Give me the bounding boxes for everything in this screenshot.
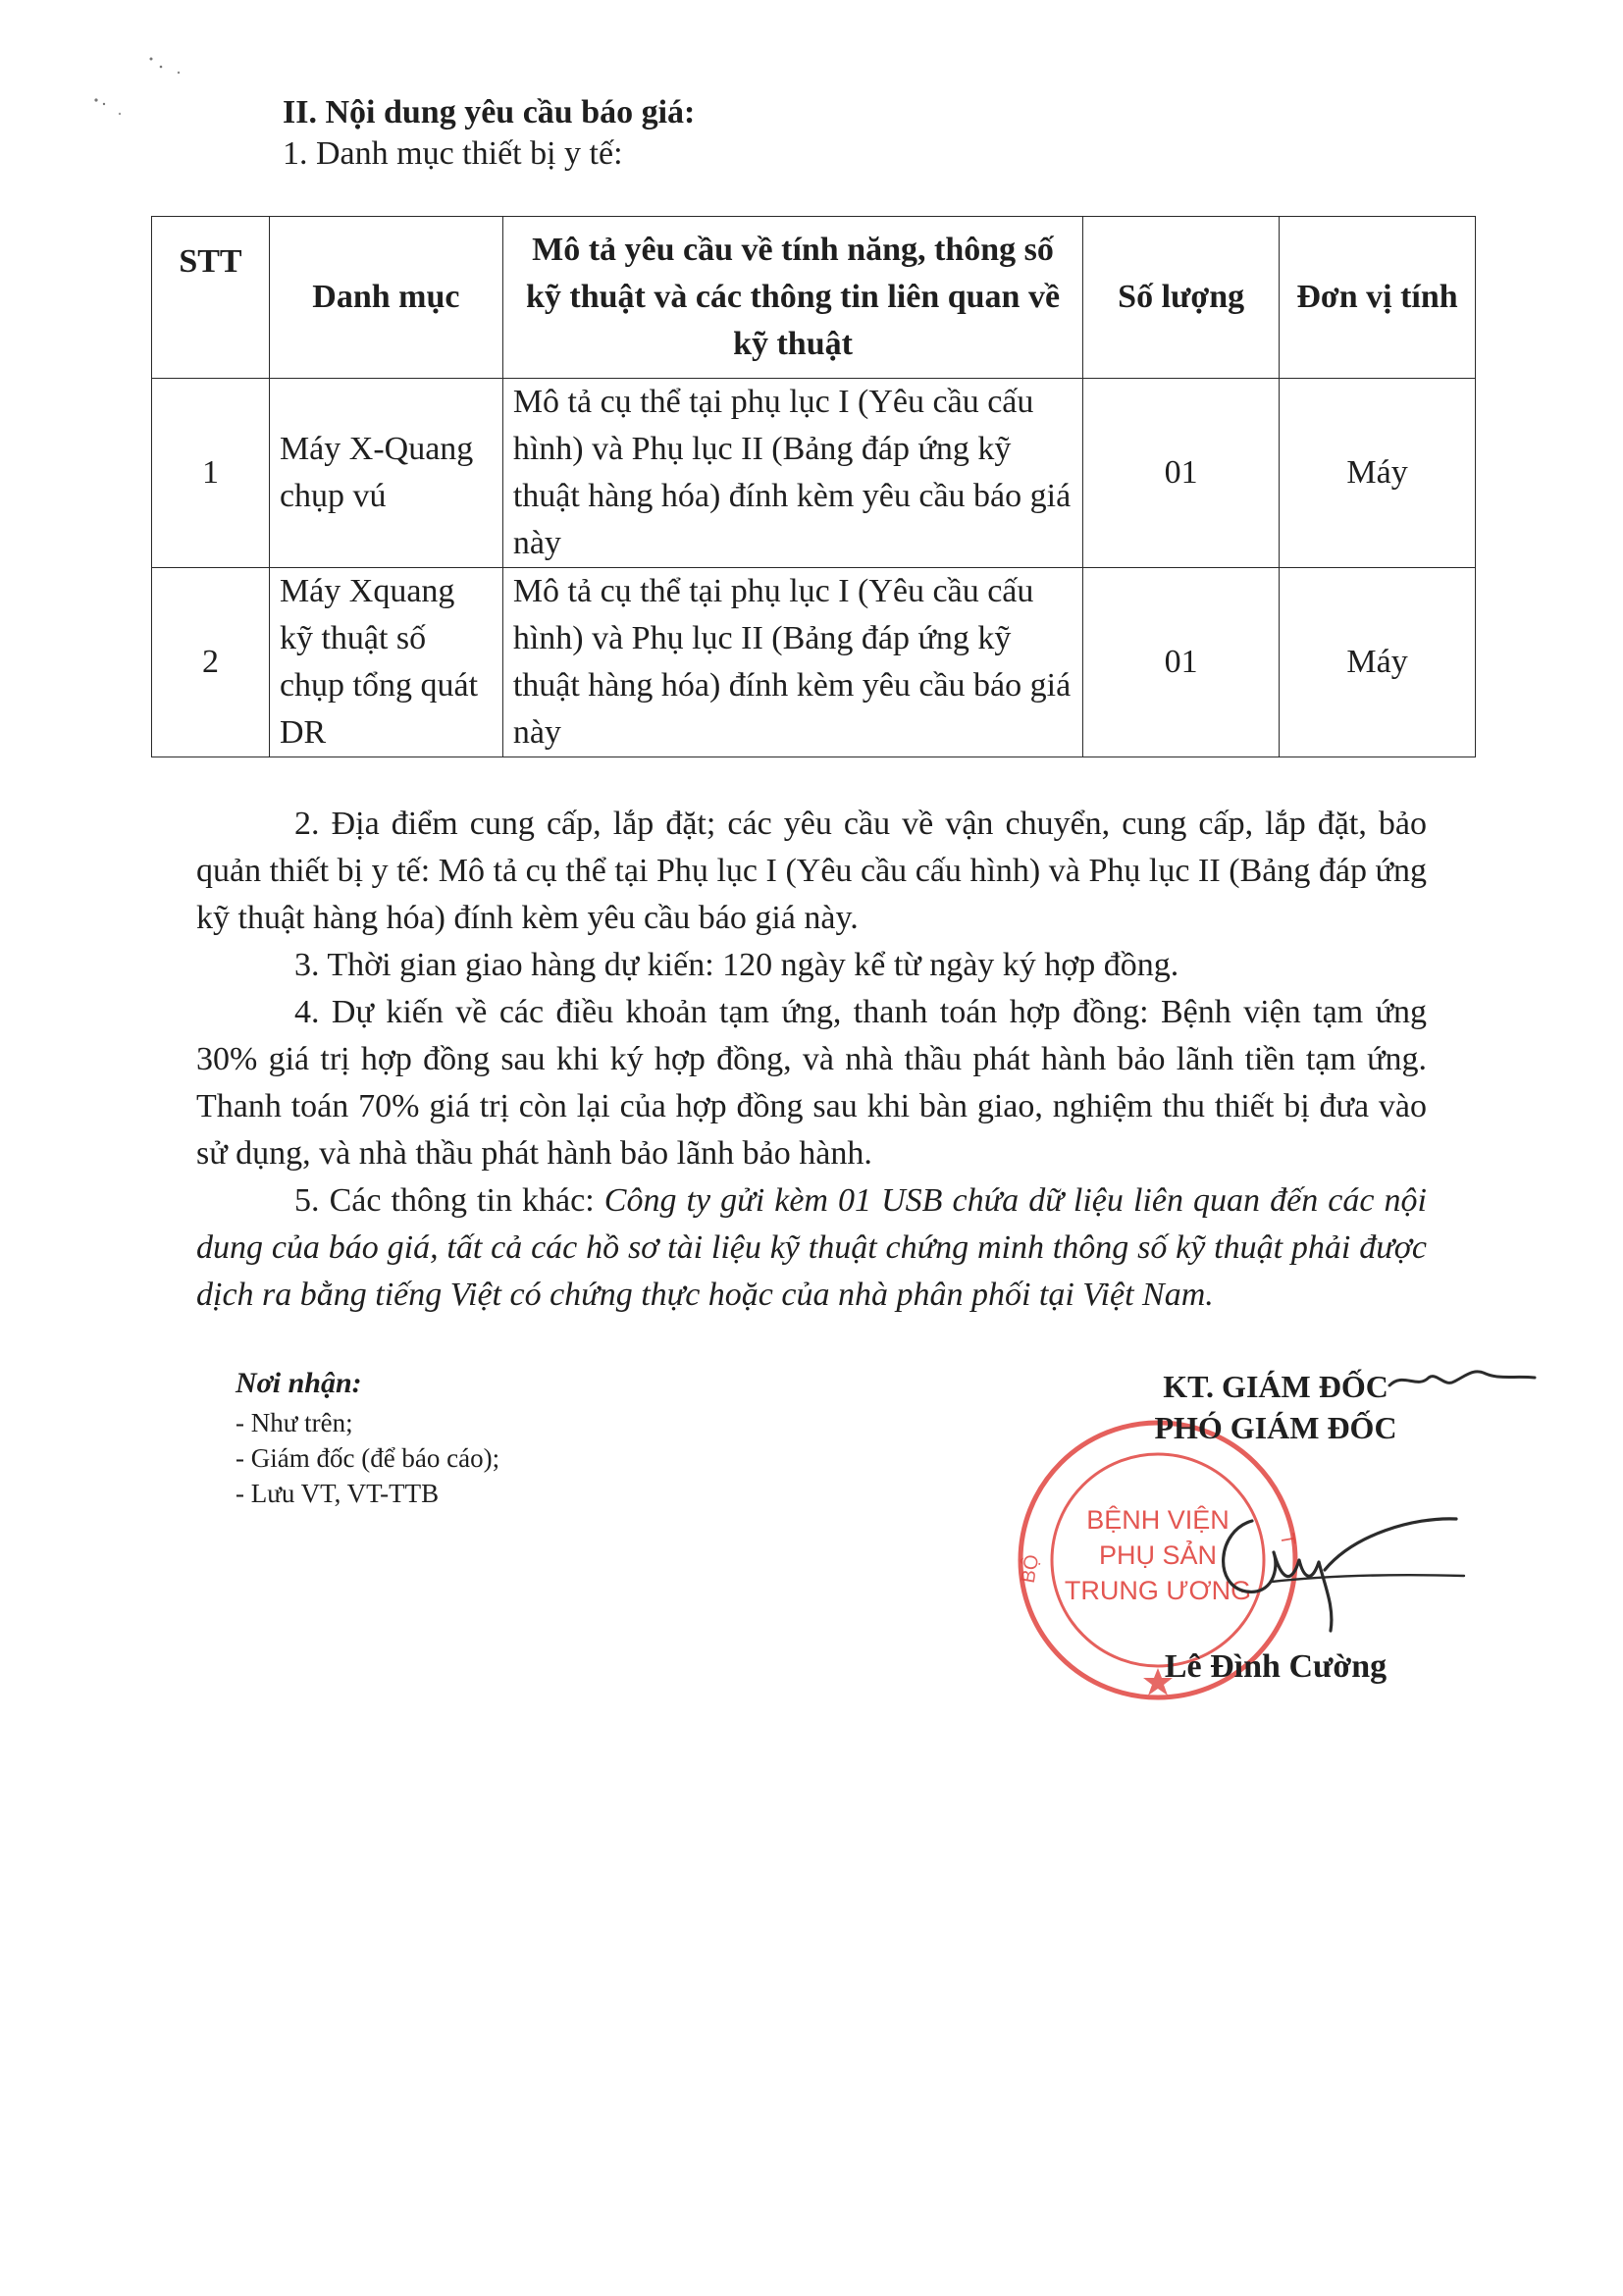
signature-title-line1: KT. GIÁM ĐỐC (1163, 1369, 1388, 1404)
cell-stt: 1 (152, 379, 270, 568)
table-row (152, 379, 1476, 568)
svg-text:TRUNG ƯƠNG: TRUNG ƯƠNG (1064, 1576, 1252, 1605)
list-item: - Giám đốc (để báo cáo); (236, 1443, 500, 1473)
scan-specks (79, 49, 196, 128)
cell-quantity: 01 (1083, 379, 1280, 568)
svg-text:T: T (1276, 1532, 1299, 1547)
list-item: - Lưu VT, VT-TTB (236, 1479, 440, 1508)
recipients-heading: Nơi nhận: (236, 1367, 362, 1399)
signer-name: Lê Đình Cường (1164, 1648, 1387, 1685)
svg-text:PHỤ SẢN: PHỤ SẢN (1098, 1540, 1218, 1570)
cell-category: Máy X-Quang chụp vú (269, 379, 502, 568)
table-row (152, 568, 1476, 757)
table-header-row (152, 217, 1476, 379)
header-quantity: Số lượng (1083, 217, 1280, 379)
list-item: - Như trên; (236, 1408, 353, 1437)
cell-unit: Máy (1280, 568, 1476, 757)
section-title: II. Nội dung yêu cầu báo giá: (283, 94, 696, 130)
initial-mark (1384, 1358, 1541, 1407)
other-info-label: 5. Các thông tin khác: (294, 1182, 604, 1219)
header-unit: Đơn vị tính (1280, 217, 1476, 379)
paragraph-delivery-time: 3. Thời gian giao hàng dự kiến: 120 ngày kể từ ngày ký hợp đồng. (294, 947, 1179, 983)
paragraph-other-info (196, 1177, 1427, 1319)
header-description: Mô tả yêu cầu về tính năng, thông số kỹ thuật và các thông tin liên quan về kỹ thuật (502, 217, 1082, 379)
cell-category: Máy Xquang kỹ thuật số chụp tổng quát DR (269, 568, 502, 757)
recipients-list (236, 1405, 499, 1511)
other-info-text: Công ty gửi kèm 01 USB chứa dữ liệu liên quan đến các nội dung của báo giá, tất cả các hồ sơ tài liệu kỹ thuật chứng minh thông số kỹ thuật phải được dịch ra bằng tiếng Việt có chứng thực hoặc của nhà phân phối tại Việt Nam. (196, 1182, 1427, 1313)
signature-title-line2: PHÓ GIÁM ĐỐC (1154, 1410, 1397, 1445)
device-table (151, 216, 1476, 757)
paragraph-location: 2. Địa điểm cung cấp, lắp đặt; các yêu cầu về vận chuyển, cung cấp, lắp đặt, bảo quản thiết bị y tế: Mô tả cụ thể tại Phụ lục I (Yêu cầu cấu hình) và Phụ lục II (Bảng đáp ứng kỹ thuật hàng hóa) đính kèm yêu cầu báo giá này. (196, 806, 1427, 936)
recipients-block (236, 1366, 499, 1511)
section-subtitle: 1. Danh mục thiết bị y tế: (283, 135, 623, 172)
header-stt: STT (152, 217, 270, 379)
svg-text:BỘ: BỘ (1017, 1552, 1044, 1586)
body-text (196, 801, 1427, 1319)
cell-unit: Máy (1280, 379, 1476, 568)
cell-stt: 2 (152, 568, 270, 757)
cell-quantity: 01 (1083, 568, 1280, 757)
header-category: Danh mục (269, 217, 502, 379)
svg-text:BỆNH VIỆN: BỆNH VIỆN (1086, 1505, 1230, 1535)
handwritten-signature (1178, 1491, 1472, 1648)
cell-description: Mô tả cụ thể tại phụ lục I (Yêu cầu cấu hình) và Phụ lục II (Bảng đáp ứng kỹ thuật hàng hóa) đính kèm yêu cầu báo giá này (502, 379, 1082, 568)
cell-description: Mô tả cụ thể tại phụ lục I (Yêu cầu cấu hình) và Phụ lục II (Bảng đáp ứng kỹ thuật hàng hóa) đính kèm yêu cầu báo giá này (502, 568, 1082, 757)
paragraph-payment-terms: 4. Dự kiến về các điều khoản tạm ứng, thanh toán hợp đồng: Bệnh viện tạm ứng 30% giá trị hợp đồng sau khi ký hợp đồng, và nhà thầu phát hành bảo lãnh tiền tạm ứng. Thanh toán 70% giá trị còn lại của hợp đồng sau khi bàn giao, nghiệm thu thiết bị đưa vào sử dụng, và nhà thầu phát hành bảo lãnh bảo hành. (196, 994, 1427, 1172)
